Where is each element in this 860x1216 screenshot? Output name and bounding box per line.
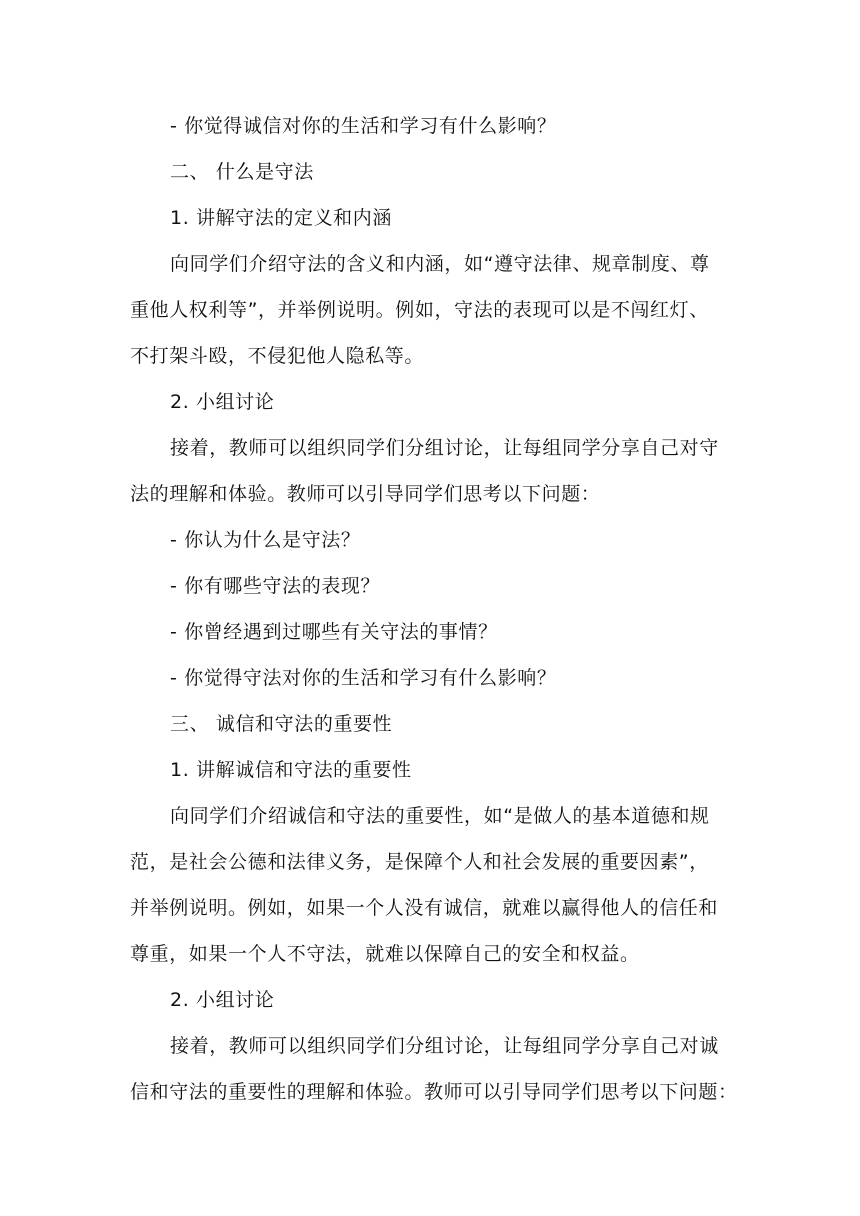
paragraph-line: 法的理解和体验。教师可以引导同学们思考以下问题： (130, 483, 601, 505)
question-item: - 你认为什么是守法？ (170, 529, 361, 551)
subsection-heading: 2. 小组讨论 (170, 391, 275, 413)
question-item: - 你有哪些守法的表现？ (170, 575, 381, 597)
paragraph-line: 向同学们介绍诚信和守法的重要性，如“是做人的基本道德和规 (170, 805, 710, 827)
question-item: - 你觉得诚信对你的生活和学习有什么影响？ (170, 115, 557, 137)
paragraph-line: 并举例说明。例如，如果一个人没有诚信，就难以赢得他人的信任和 (130, 897, 719, 919)
paragraph-line: 向同学们介绍守法的含义和内涵，如“遵守法律、规章制度、尊 (170, 253, 710, 275)
section-heading: 二、 什么是守法 (170, 161, 314, 183)
paragraph-line: 不打架斗殴，不侵犯他人隐私等。 (130, 345, 425, 367)
subsection-heading: 1. 讲解诚信和守法的重要性 (170, 759, 412, 781)
paragraph-line: 接着，教师可以组织同学们分组讨论，让每组同学分享自己对守 (170, 437, 719, 459)
paragraph-line: 重他人权利等”，并举例说明。例如，守法的表现可以是不闯红灯、 (130, 299, 709, 321)
subsection-heading: 1. 讲解守法的定义和内涵 (170, 207, 392, 229)
paragraph-line: 范，是社会公德和法律义务，是保障个人和社会发展的重要因素”， (130, 851, 709, 873)
paragraph-line: 尊重，如果一个人不守法，就难以保障自己的安全和权益。 (130, 943, 640, 965)
paragraph-line: 接着，教师可以组织同学们分组讨论，让每组同学分享自己对诚 (170, 1035, 719, 1057)
question-item: - 你曾经遇到过哪些有关守法的事情？ (170, 621, 498, 643)
section-heading: 三、 诚信和守法的重要性 (170, 713, 393, 735)
question-item: - 你觉得守法对你的生活和学习有什么影响？ (170, 667, 557, 689)
paragraph-line: 信和守法的重要性的理解和体验。教师可以引导同学们思考以下问题： (130, 1081, 738, 1103)
subsection-heading: 2. 小组讨论 (170, 989, 275, 1011)
